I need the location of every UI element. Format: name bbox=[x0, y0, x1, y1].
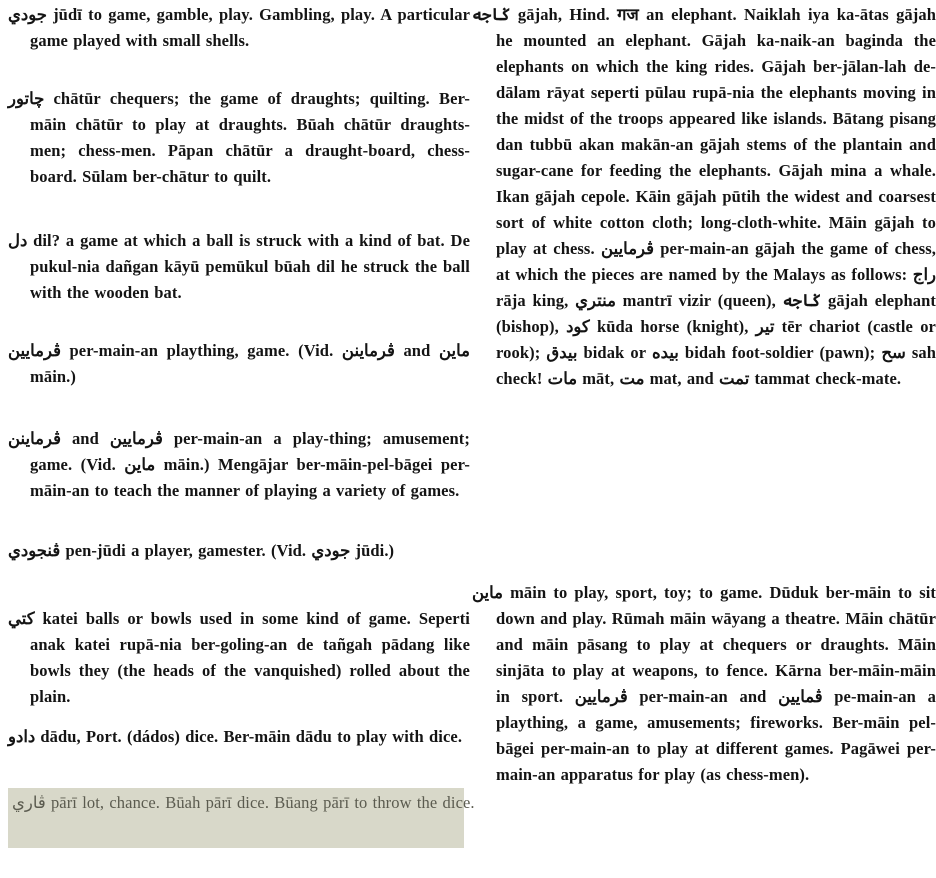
dictionary-entry-judi: جودي jūdī to game, gamble, play. Gambling, play. A particular game played with small shells. bbox=[8, 5, 470, 50]
dictionary-entry-chatur: چاتور chātūr chequers; the game of draughts; quilting. Ber-māin chātūr to play at draughts. Būah chātūr draughts-men; chess-men. Pāpan chātūr a draught-board, chess-board. Sūlam ber-chātur to quilt. bbox=[8, 89, 470, 186]
dictionary-entry-katei: کتي katei balls or bowls used in some kind of game. Seperti anak katei rupā-nia ber-goling-an de tañgah pādang like bowls they (the heads of the vanquished) rolled about the plain. bbox=[8, 609, 470, 706]
dictionary-entry-permainan-1: ڤرمايين per-main-an plaything, game. (Vid. ڤرماينن and ماين māin.) bbox=[8, 341, 470, 386]
dictionary-entry-pari: ڤاري pārī lot, chance. Būah pārī dice. Būang pārī to throw the dice. bbox=[12, 793, 475, 812]
dictionary-entry-permainan-2: ڤرماينن and ڤرمايين per-main-an a play-thing; amusement; game. (Vid. ماين māin.) Mengājar ber-māin-pel-bāgei per-māin-an to teach the manner of playing a variety of games. bbox=[8, 429, 471, 500]
highlighted-entry-block bbox=[8, 788, 475, 848]
dictionary-entry-main: ماين māin to play, sport, toy; to game. Dūduk ber-māin to sit down and play. Rūmah māin wāyang a theatre. Māin chātūr and māin pāsang to play at chequers or draughts. Māin sinjāta to play at weapons, to fence. Kārna ber-māin-māin in sport. ڤرمايين per-main-an and ڤمايين pe-main-an a plaything, a game, amusements; fireworks. Ber-māin pel-bāgei per-main-an to play at different games. Pagāwei per-main-an apparatus for play (as chess-men). bbox=[472, 583, 936, 784]
dictionary-entry-penjudi: ڤنجودي pen-jūdi a player, gamester. (Vid. جودي jūdi.) bbox=[8, 541, 395, 560]
dictionary-entry-dil: دل dil? a game at which a ball is struck with a kind of bat. De pukul-nia dañgan kāyū pemūkul būah dil he struck the ball with the wooden bat. bbox=[8, 231, 470, 302]
dictionary-entry-dadu: دادو dādu, Port. (dádos) dice. Ber-māin dādu to play with dice. bbox=[8, 727, 463, 746]
dictionary-entry-gajah: ݢاجه gājah, Hind. गज an elephant. Naiklah iya ka-ātas gājah he mounted an elephant. Gājah ka-naik-an baginda the elephants on which the king rides. Gājah ber-jālan-lah de-dālam rāyat seperti pūlau rupā-nia the elephants moving in the midst of the troops appeared like islands. Bātang pisang dan tubbū akan makān-an gājah stems of the plantain and sugar-cane for feeding the elephants. Gājah mina a whale. Ikan gājah cepole. Kāin gājah pūtih the widest and coarsest sort of white cotton cloth; long-cloth-white. Māin gājah to play at chess. ڤرمايين per-main-an gājah the game of chess, at which the pieces are named by the Malays as follows: راج rāja king, منتري mantrī vizir (queen), ݢاجه gājah elephant (bishop), کود kūda horse (knight), تير tēr chariot (castle or rook); بيدق bidak or بيده bidah foot-soldier (pawn); سح sah check! مات māt, مت mat, and تمت tammat check-mate. bbox=[472, 5, 936, 388]
